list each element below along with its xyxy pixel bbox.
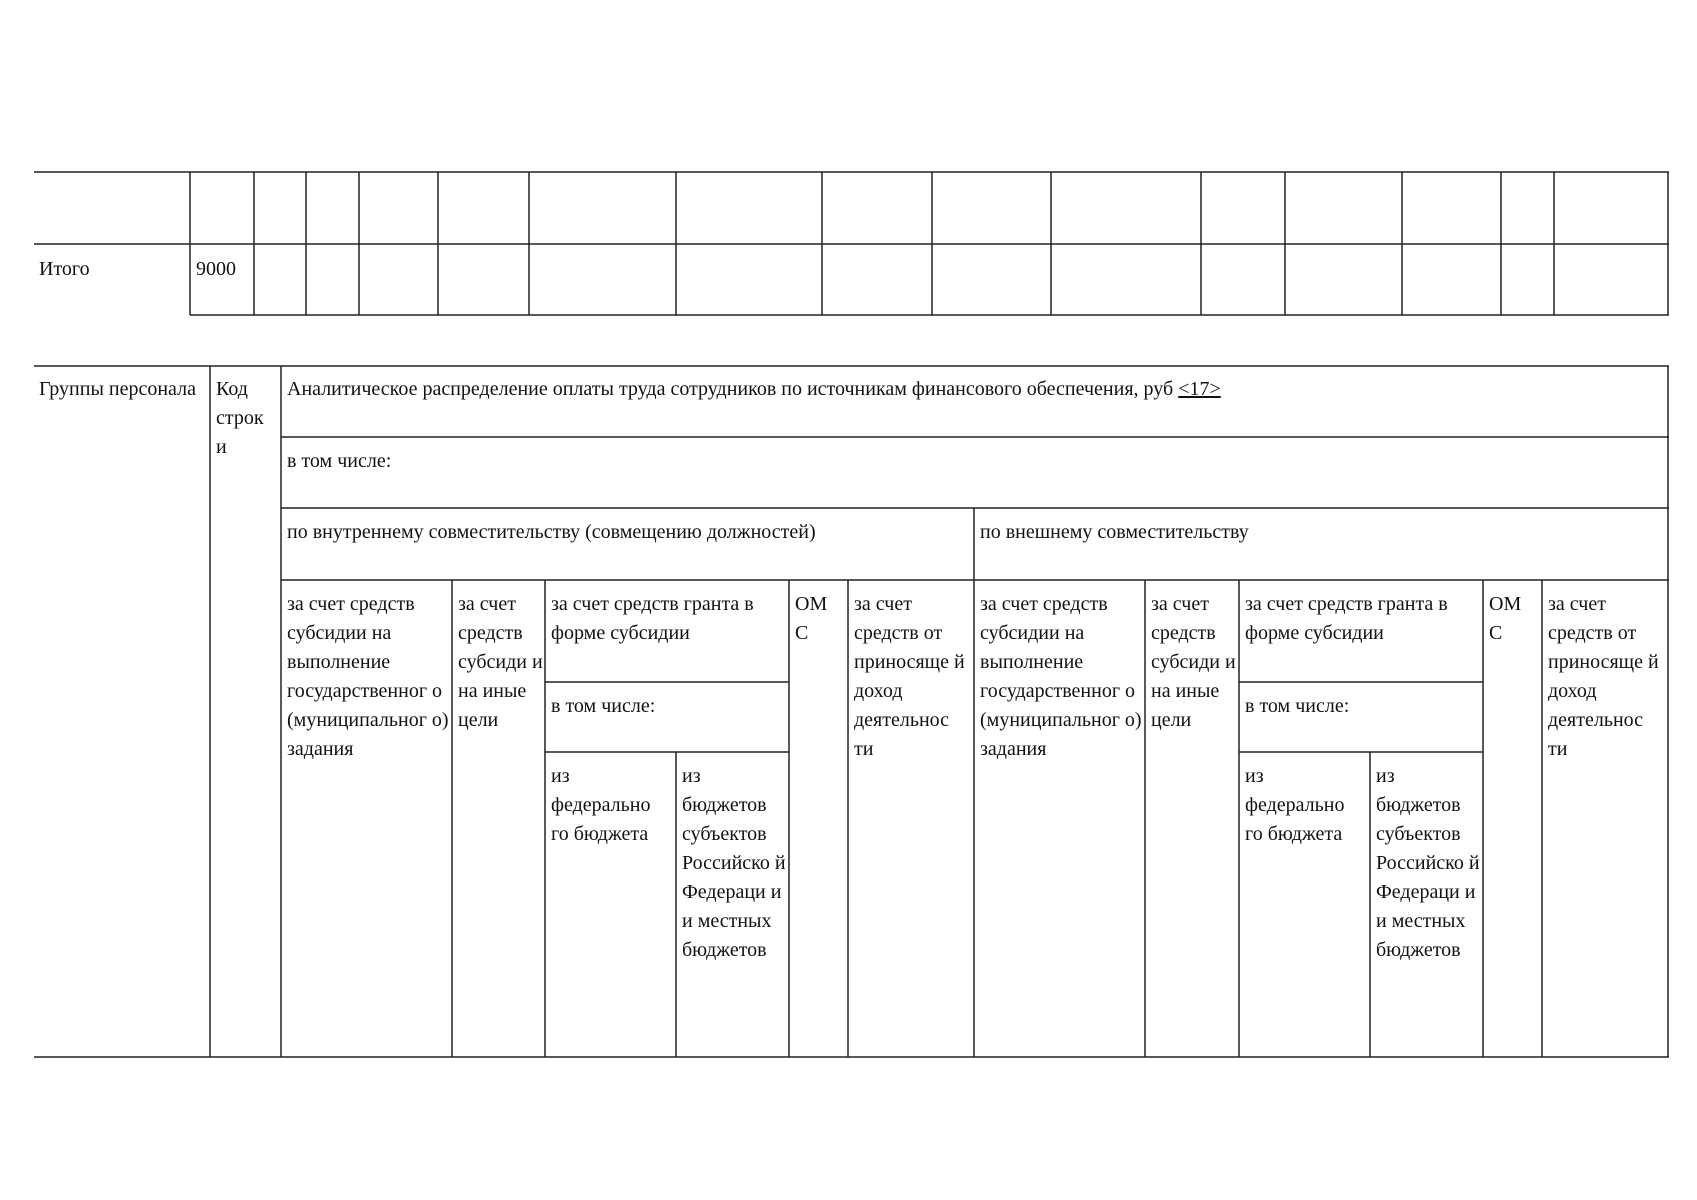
internal-grant-including-header: в том числе: xyxy=(551,695,656,717)
internal-subsidy-state-task-header: за счет средств субсидии на выполнение государственног о (муниципальног о) задания xyxy=(287,593,449,760)
total-row-code: 9000 xyxy=(196,258,236,280)
row-code-header: Код строк и xyxy=(216,378,264,458)
internal-income-activity-header: за счет средств от приносяще й доход деятельнос ти xyxy=(854,593,965,760)
external-regional-budget-header: из бюджетов субъектов Российско й Федераци и и местных бюджетов xyxy=(1376,765,1480,961)
total-table-grid xyxy=(34,171,1669,316)
internal-grant-header: за счет средств гранта в форме субсидии xyxy=(551,593,754,644)
staff-groups-header: Группы персонала xyxy=(39,378,196,400)
external-grant-header: за счет средств гранта в форме субсидии xyxy=(1245,593,1448,644)
external-federal-budget-header: из федерально го бюджета xyxy=(1245,765,1345,845)
external-oms-header: ОМ С xyxy=(1489,593,1522,644)
external-subsidy-other-header: за счет средств субсиди и на иные цели xyxy=(1151,593,1236,731)
external-income-activity-header: за счет средств от приносяще й доход деятельнос ти xyxy=(1548,593,1659,760)
external-subsidy-state-task-header: за счет средств субсидии на выполнение государственног о (муниципальног о) задания xyxy=(980,593,1142,760)
footnote-17-link[interactable]: <17> xyxy=(1178,378,1221,400)
total-row-label: Итого xyxy=(39,258,90,280)
total-table xyxy=(34,171,1669,316)
analytical-distribution-title: Аналитическое распределение оплаты труда сотрудников по источникам финансового обеспечения, руб xyxy=(287,378,1174,400)
main-table xyxy=(34,365,1669,1058)
internal-subsidy-other-header: за счет средств субсиди и на иные цели xyxy=(458,593,543,731)
analytical-distribution-header xyxy=(287,375,1657,404)
external-grant-including-header: в том числе: xyxy=(1245,695,1350,717)
internal-regional-budget-header: из бюджетов субъектов Российско й Федераци и и местных бюджетов xyxy=(682,765,786,961)
including-header: в том числе: xyxy=(287,450,392,472)
internal-combination-header: по внутреннему совместительству (совмещению должностей) xyxy=(287,521,816,543)
internal-federal-budget-header: из федерально го бюджета xyxy=(551,765,651,845)
internal-oms-header: ОМ С xyxy=(795,593,828,644)
external-combination-header: по внешнему совместительству xyxy=(980,521,1249,543)
